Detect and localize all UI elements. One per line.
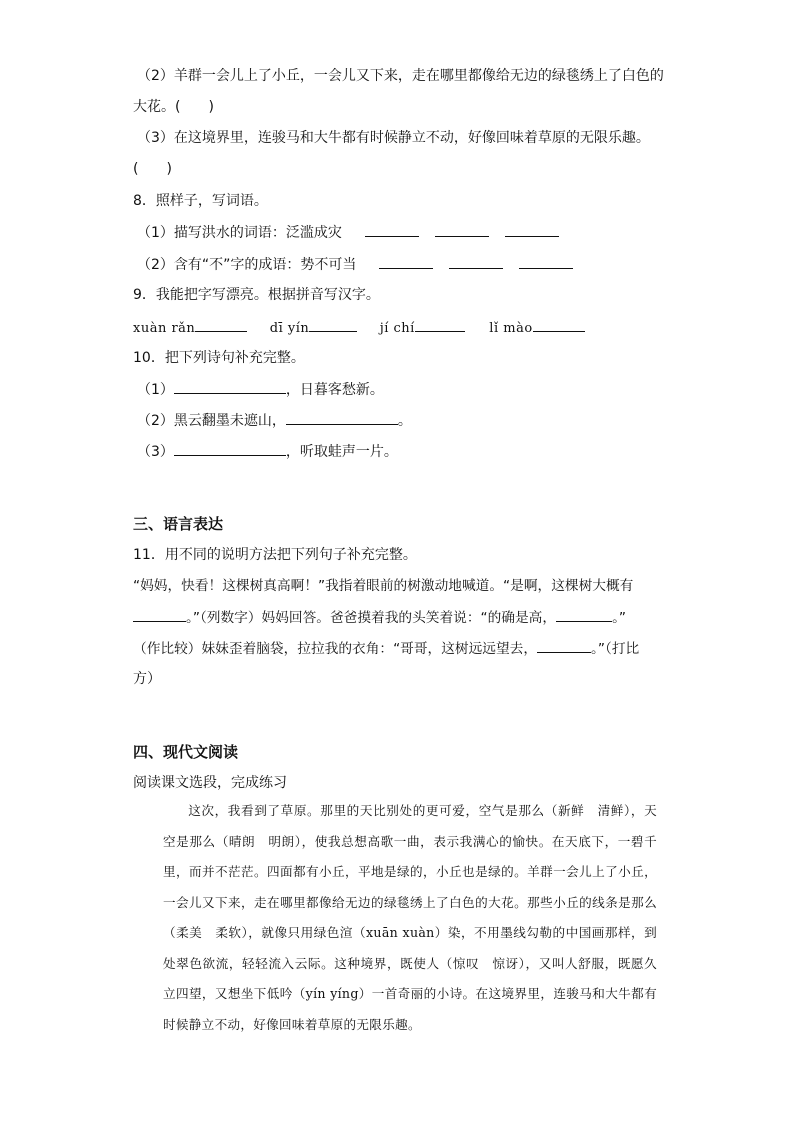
answer-blank[interactable]: [309, 317, 357, 332]
answer-blank[interactable]: [415, 317, 465, 332]
q11-title: 11．用不同的说明方法把下列句子补充完整。: [133, 547, 417, 563]
pinyin-item: xuàn rǎn: [133, 317, 247, 339]
q7-item3-cont: ( ): [133, 161, 172, 177]
q8-item1: （1）描写洪水的词语：泛滥成灾: [137, 222, 559, 243]
q11-line1: “妈妈，快看！这棵树真高啊！”我指着眼前的树激动地喊道。“是啊，这棵树大概有: [133, 578, 634, 594]
pinyin-item: lǐ mào: [489, 317, 584, 339]
q7-item2: （2）羊群一会儿上了小丘，一会儿又下来，走在哪里都像给无边的绿毯绣上了白色的: [137, 68, 664, 84]
q10-item2: （2）黑云翻墨未遮山， 。: [137, 410, 412, 431]
pinyin-item: jí chí: [380, 317, 465, 339]
q8-item2: （2）含有“不”字的成语：势不可当: [137, 254, 573, 275]
answer-blank[interactable]: [133, 607, 186, 622]
answer-blank[interactable]: [174, 379, 286, 394]
answer-blank[interactable]: [379, 254, 433, 269]
answer-blank[interactable]: [365, 222, 419, 237]
q10-item1: （1） ，日暮客愁新。: [137, 379, 384, 400]
pinyin-item: dī yín: [270, 317, 358, 339]
answer-blank[interactable]: [556, 607, 612, 622]
answer-blank[interactable]: [449, 254, 503, 269]
reading-intro: 阅读课文选段，完成练习: [133, 775, 287, 791]
section3-heading: 三、语言表达: [133, 515, 224, 533]
answer-blank[interactable]: [519, 254, 573, 269]
answer-blank[interactable]: [533, 317, 585, 332]
reading-passage: [163, 796, 657, 1040]
answer-blank[interactable]: [435, 222, 489, 237]
answer-blank[interactable]: [505, 222, 559, 237]
answer-blank[interactable]: [195, 317, 247, 332]
section4-heading: 四、现代文阅读: [133, 743, 239, 761]
q11-line4: 方）: [133, 671, 161, 687]
answer-blank[interactable]: [286, 410, 398, 425]
q8-title: 8．照样子，写词语。: [133, 193, 268, 209]
q9-pinyin-row: [133, 317, 599, 339]
q11-line2: 。”（列数字）妈妈回答。爸爸摸着我的头笑着说：“的确是高， 。”: [133, 607, 626, 628]
passage-paragraph: 这次，我看到了草原。那里的天比别处的更可爱，空气是那么（新鲜 清鲜），天空是那么（晴朗 明朗），使我总想高歌一曲，表示我满心的愉快。在天底下，一碧千里，而并不茫茫。四面都有小丘，平地是绿的，小丘也是绿的。羊群一会儿上了小丘，一会儿又下来，走在哪里都像给无边的绿毯绣上了白色的大花。那些小丘的线条是那么（柔美 柔软），就像只用绿色渲（xuān xuàn）染，不用墨线勾勒的中国画那样，到处翠色欲流，轻轻流入云际。这种境界，既使人（惊叹 惊讶），又叫人舒服，既愿久立四望，又想坐下低吟（yín yíng）一首奇丽的小诗。在这境界里，连骏马和大牛都有时候静立不动，好像回味着草原的无限乐趣。: [163, 803, 657, 1032]
q7-item2-cont: 大花。( ): [133, 99, 214, 115]
q10-item3: （3） ，听取蛙声一片。: [137, 441, 398, 462]
q10-title: 10．把下列诗句补充完整。: [133, 350, 305, 366]
q7-item3: （3）在这境界里，连骏马和大牛都有时候静立不动，好像回味着草原的无限乐趣。: [137, 130, 650, 146]
q11-line3: （作比较）妹妹歪着脑袋，拉拉我的衣角：“哥哥，这树远远望去， 。”（打比: [133, 638, 639, 659]
answer-blank[interactable]: [174, 441, 286, 456]
q9-title: 9．我能把字写漂亮。根据拼音写汉字。: [133, 287, 380, 303]
answer-blank[interactable]: [537, 638, 591, 653]
